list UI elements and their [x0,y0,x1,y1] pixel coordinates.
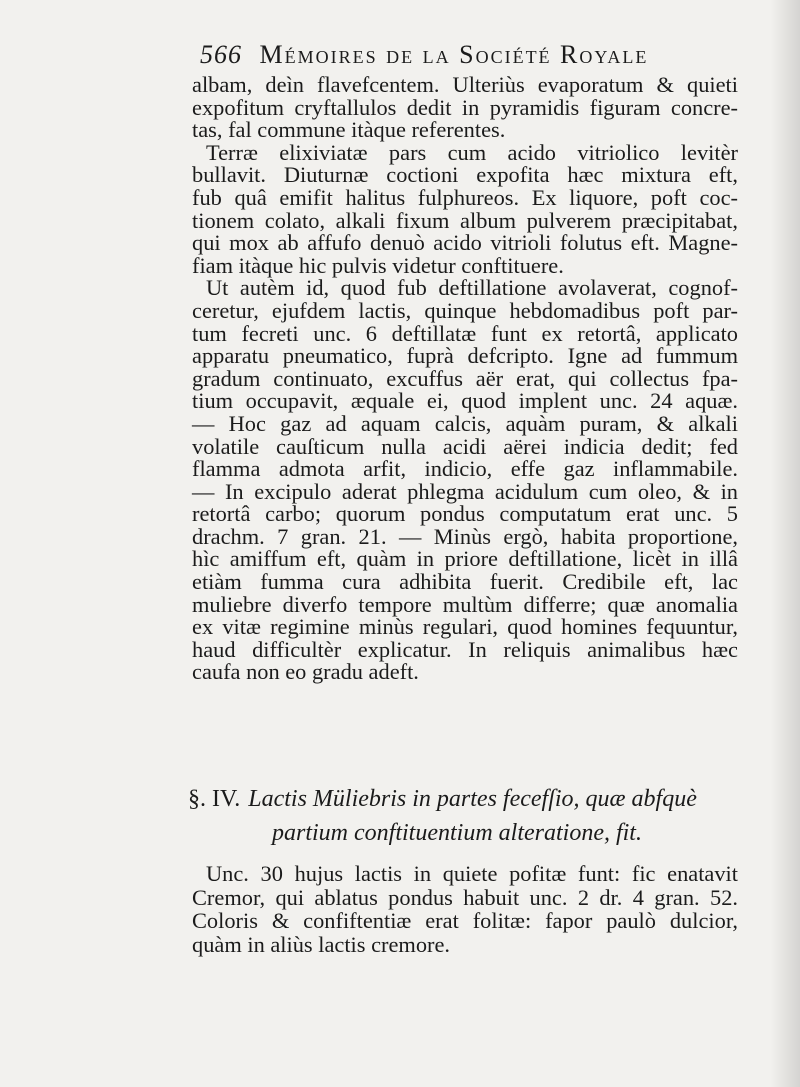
text-line: Ut autèm id, quod fub deftillatione avolaverat, cognof- [206,275,738,301]
text-line: qui mox ab affufo denuò acido vitrioli folutus eft. Magne- [192,230,738,256]
section-paragraph [192,862,738,956]
text-line: expofitum cryftallulos dedit in pyramidis figuram concre- [192,94,738,120]
text-line: Terræ elixiviatæ pars cum acido vitriolico levitèr [206,139,738,165]
text-line: tionem colato, alkali fixum album pulverem præcipitabat, [192,207,738,233]
text-line: quàm in aliùs lactis cremore. [192,931,451,957]
text-line: gradum continuato, excuffus aër erat, qui collectus fpa- [192,365,738,391]
text-line: — In excipulo aderat phlegma acidulum cum oleo, & in [192,478,738,504]
text-line: Cremor, qui ablatus pondus habuit unc. 2 dr. 4 gran. 52. [192,884,738,910]
body-paragraphs [192,74,738,684]
text-line: Coloris & confiftentiæ erat folitæ: fapor paulò dulcior, [192,908,738,933]
page-shadow [770,0,800,1087]
text-line: tium occupavit, æquale ei, quod implent unc. 24 aquæ. [192,388,738,414]
text-line: hìc amiffum eft, quàm in priore deftillatione, licèt in illâ [192,546,738,572]
text-line: fub quâ emifit halitus fulphureos. Ex liquore, poft coc- [192,184,738,210]
text-line: Unc. 30 hujus lactis in quiete pofitæ funt: fic enatavit [206,861,738,886]
text-line: flamma admota arfit, indicio, effe gaz inflammabile. [192,456,738,482]
section-number: §. IV. [188,786,241,812]
page-number: 566 [200,40,242,69]
text-line: tas, fal commune itàque referentes. [192,117,506,143]
text-line: ceretur, ejufdem lactis, quinque hebdomadibus poft par- [192,297,738,323]
text-line: ex vitæ regimine minùs regulari, quod homines fequuntur, [192,614,738,640]
text-line: caufa non eo gradu adeft. [192,659,419,685]
text-line: retortâ carbo; quorum pondus computatum erat unc. 5 [192,501,738,527]
text-line: drachm. 7 gran. 21. — Minùs ergò, habita proportione, [192,523,738,549]
text-line: fiam itàque hic pulvis videtur conftituere. [192,252,564,278]
section-title-continued: partium conftituentium alteratione, fit. [272,820,642,846]
text-line: haud difficultèr explicatur. In reliquis animalibus hæc [192,636,738,662]
section-heading [188,782,748,850]
text-line: apparatu pneumatico, fuprà defcripto. Igne ad fummum [192,343,738,369]
section-heading-line [188,782,748,816]
text-line: albam, deìn flavefcentem. Ulteriùs evaporatum & quieti [192,72,738,97]
text-line: volatile cauſticum nulla acidi aërei indicia dedit; fed [192,433,738,459]
text-line: — Hoc gaz ad aquam calcis, aquàm puram, & alkali [192,410,738,436]
text-line: etiàm fumma cura adhibita fuerit. Credibile eft, lac [192,569,738,595]
text-line: tum fecreti unc. 6 deftillatæ funt ex retortâ, applicato [192,320,738,346]
running-title: Mémoires de la Société Royale [259,40,649,69]
section-title: Lactis Müliebris in partes fecefſio, quæ abfquè [248,786,697,812]
text-line: muliebre diverfo tempore multùm differre; quæ anomalia [192,591,738,617]
running-head [200,38,720,72]
text-line: bullavit. Diuturnæ coctioni expofita hæc mixtura eft, [192,162,738,188]
